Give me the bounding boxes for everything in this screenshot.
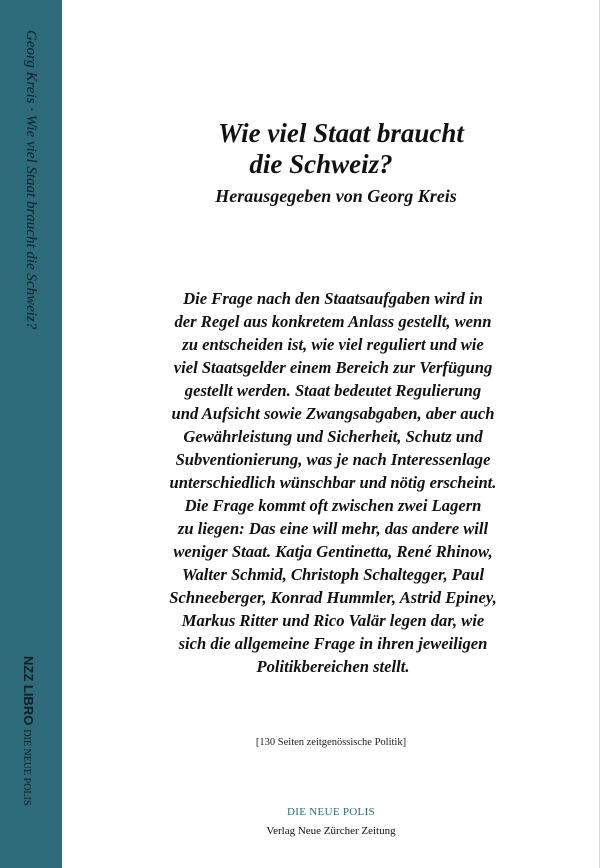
blurb-line: Die Frage kommt oft zwischen zwei Lagern — [184, 496, 482, 515]
book-title-line-2: die Schweiz? — [249, 149, 393, 179]
blurb-line: und Aufsicht sowie Zwangsabgaben, aber auch — [171, 404, 495, 423]
spine-series-label — [20, 656, 39, 856]
publisher-name: Verlag Neue Zürcher Zeitung — [266, 825, 396, 837]
spine-series-name: DIE NEUE POLIS — [21, 729, 32, 806]
blurb-line: zu entscheiden ist, wie viel reguliert und wie — [182, 335, 484, 354]
blurb-line: Markus Ritter und Rico Valär legen dar, wie — [181, 611, 485, 630]
blurb-line: Subventionierung, was je nach Interessenlage — [175, 450, 491, 469]
blurb-line: Die Frage nach den Staatsaufgaben wird in — [183, 289, 483, 308]
blurb-line: Gewährleistung und Sicherheit, Schutz und — [183, 427, 483, 446]
blurb-line: Walter Schmid, Christoph Schaltegger, Paul — [181, 565, 485, 584]
blurb-line: unterschiedlich wünschbar und nötig erscheint. — [169, 473, 497, 492]
blurb-line: zu liegen: Das eine will mehr, das andere will — [177, 519, 489, 538]
blurb-line: weniger Staat. Katja Gentinetta, René Rhinow, — [173, 542, 493, 561]
book-title — [62, 118, 600, 180]
title-block — [62, 118, 600, 208]
blurb-line: Schneeberger, Konrad Hummler, Astrid Epiney, — [169, 588, 497, 607]
editor-credit: Herausgegeben von Georg Kreis — [215, 186, 457, 206]
spine-title: Georg Kreis · Wie viel Staat braucht die Schweiz? — [23, 30, 39, 330]
blurb-line: viel Staatsgelder einem Bereich zur Verfügung — [173, 358, 493, 377]
page-count-note: [130 Seiten zeitgenössische Politik] — [255, 737, 407, 748]
series-name: DIE NEUE POLIS — [287, 806, 375, 818]
blurb-line: gestellt werden. Staat bedeutet Regulierung — [184, 381, 482, 400]
blurb-line: der Regel aus konkretem Anlass gestellt, wenn — [174, 312, 492, 331]
book-title-line-1: Wie viel Staat braucht — [218, 118, 464, 148]
blurb-line: sich die allgemeine Frage in ihren jeweiligen — [178, 634, 488, 653]
blurb-text — [108, 287, 558, 678]
blurb-line: Politikbereichen stellt. — [256, 657, 410, 676]
spine-brand: NZZ LIBRO — [21, 656, 36, 726]
book-spine — [0, 0, 62, 868]
